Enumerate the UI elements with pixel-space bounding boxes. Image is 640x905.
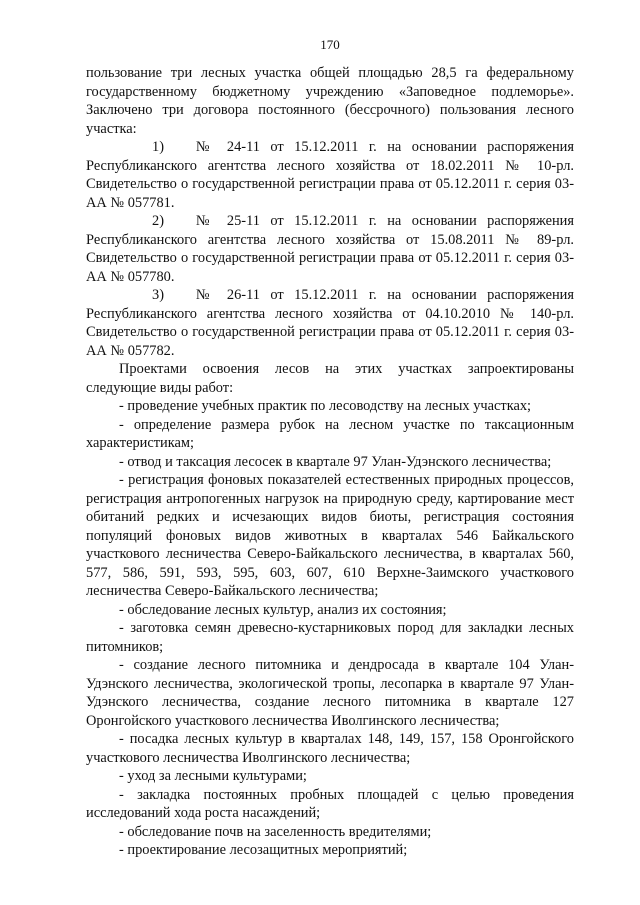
contract-item xyxy=(86,138,574,212)
work-item: - обследование лесных культур, анализ их состояния; xyxy=(119,601,447,618)
work-item: - уход за лесными культурами; xyxy=(119,768,307,784)
contract-text: № 26-11 от 15.12.2011 г. на основании распоряжения Республиканского агентства лесного хозяйства от 04.10.2010 № 140-рл. Свидетельство о государственной регистрации права от 05.12.2011 г. серия 03-АА № 057782. xyxy=(86,287,574,359)
page-number: 170 xyxy=(320,37,340,52)
contract-number: 1) xyxy=(152,139,164,155)
contract-item xyxy=(86,212,574,286)
contract-item xyxy=(86,286,574,360)
work-item: - регистрация фоновых показателей естественных природных процессов, регистрация антропогенных нагрузок на природную среду, картирование мест обитаний редких и исчезающих видов биоты, регистрация состояния популяций фоновых видов животных в кварталах 546 Байкальского участкового лесничества Северо-Байкальского лесничества, в кварталах 560, 577, 586, 591, 593, 595, 603, 607, 610 Верхне-Заимского участкового лесничества Северо-Байкальского лесничества; xyxy=(86,472,574,599)
work-item: - обследование почв на заселенность вредителями; xyxy=(119,823,432,840)
work-item: - закладка постоянных пробных площадей с целью проведения исследований хода роста насаждений; xyxy=(86,786,574,821)
contract-text: № 25-11 от 15.12.2011 г. на основании распоряжения Республиканского агентства лесного хозяйства от 15.08.2011 № 89-рл. Свидетельство о государственной регистрации права от 05.12.2011 г. серия 03-АА № 057780. xyxy=(86,213,574,285)
intro-paragraph: пользование три лесных участка общей площадью 28,5 га федеральному государственному бюджетному учреждению «Заповедное подлеморье». Заключено три договора постоянного (бессрочного) пользования лесного участка: xyxy=(86,65,574,137)
work-item: - отвод и таксация лесосек в квартале 97 Улан-Удэнского лесничества; xyxy=(119,453,552,470)
work-item: - заготовка семян древесно-кустарниковых пород для закладки лесных питомников; xyxy=(86,620,574,655)
contract-number: 2) xyxy=(152,213,164,229)
work-item: - определение размера рубок на лесном участке по таксационным характеристикам; xyxy=(86,416,574,451)
projects-intro-paragraph: Проектами освоения лесов на этих участках запроектированы следующие виды работ: xyxy=(86,361,574,396)
work-item: - проведение учебных практик по лесоводству на лесных участках; xyxy=(119,398,532,414)
work-item: - проектирование лесозащитных мероприятий; xyxy=(119,842,408,858)
document-body xyxy=(86,64,574,860)
work-item: - создание лесного питомника и дендросада в квартале 104 Улан-Удэнского лесничества, экологической тропы, лесопарка в квартале 97 Улан-Удэнского лесничества, создание лесного питомника в квартале 127 Оронгойского участкового лесничества Иволгинского лесничества; xyxy=(86,657,574,729)
work-item: - посадка лесных культур в кварталах 148, 149, 157, 158 Оронгойского участкового лесничества Иволгинского лесничества; xyxy=(86,731,574,766)
document-page xyxy=(86,36,574,860)
contract-number: 3) xyxy=(152,287,164,303)
contract-text: № 24-11 от 15.12.2011 г. на основании распоряжения Республиканского агентства лесного хозяйства от 18.02.2011 № 10-рл. Свидетельство о государственной регистрации права от 05.12.2011 г. серия 03-АА № 057781. xyxy=(86,139,574,211)
